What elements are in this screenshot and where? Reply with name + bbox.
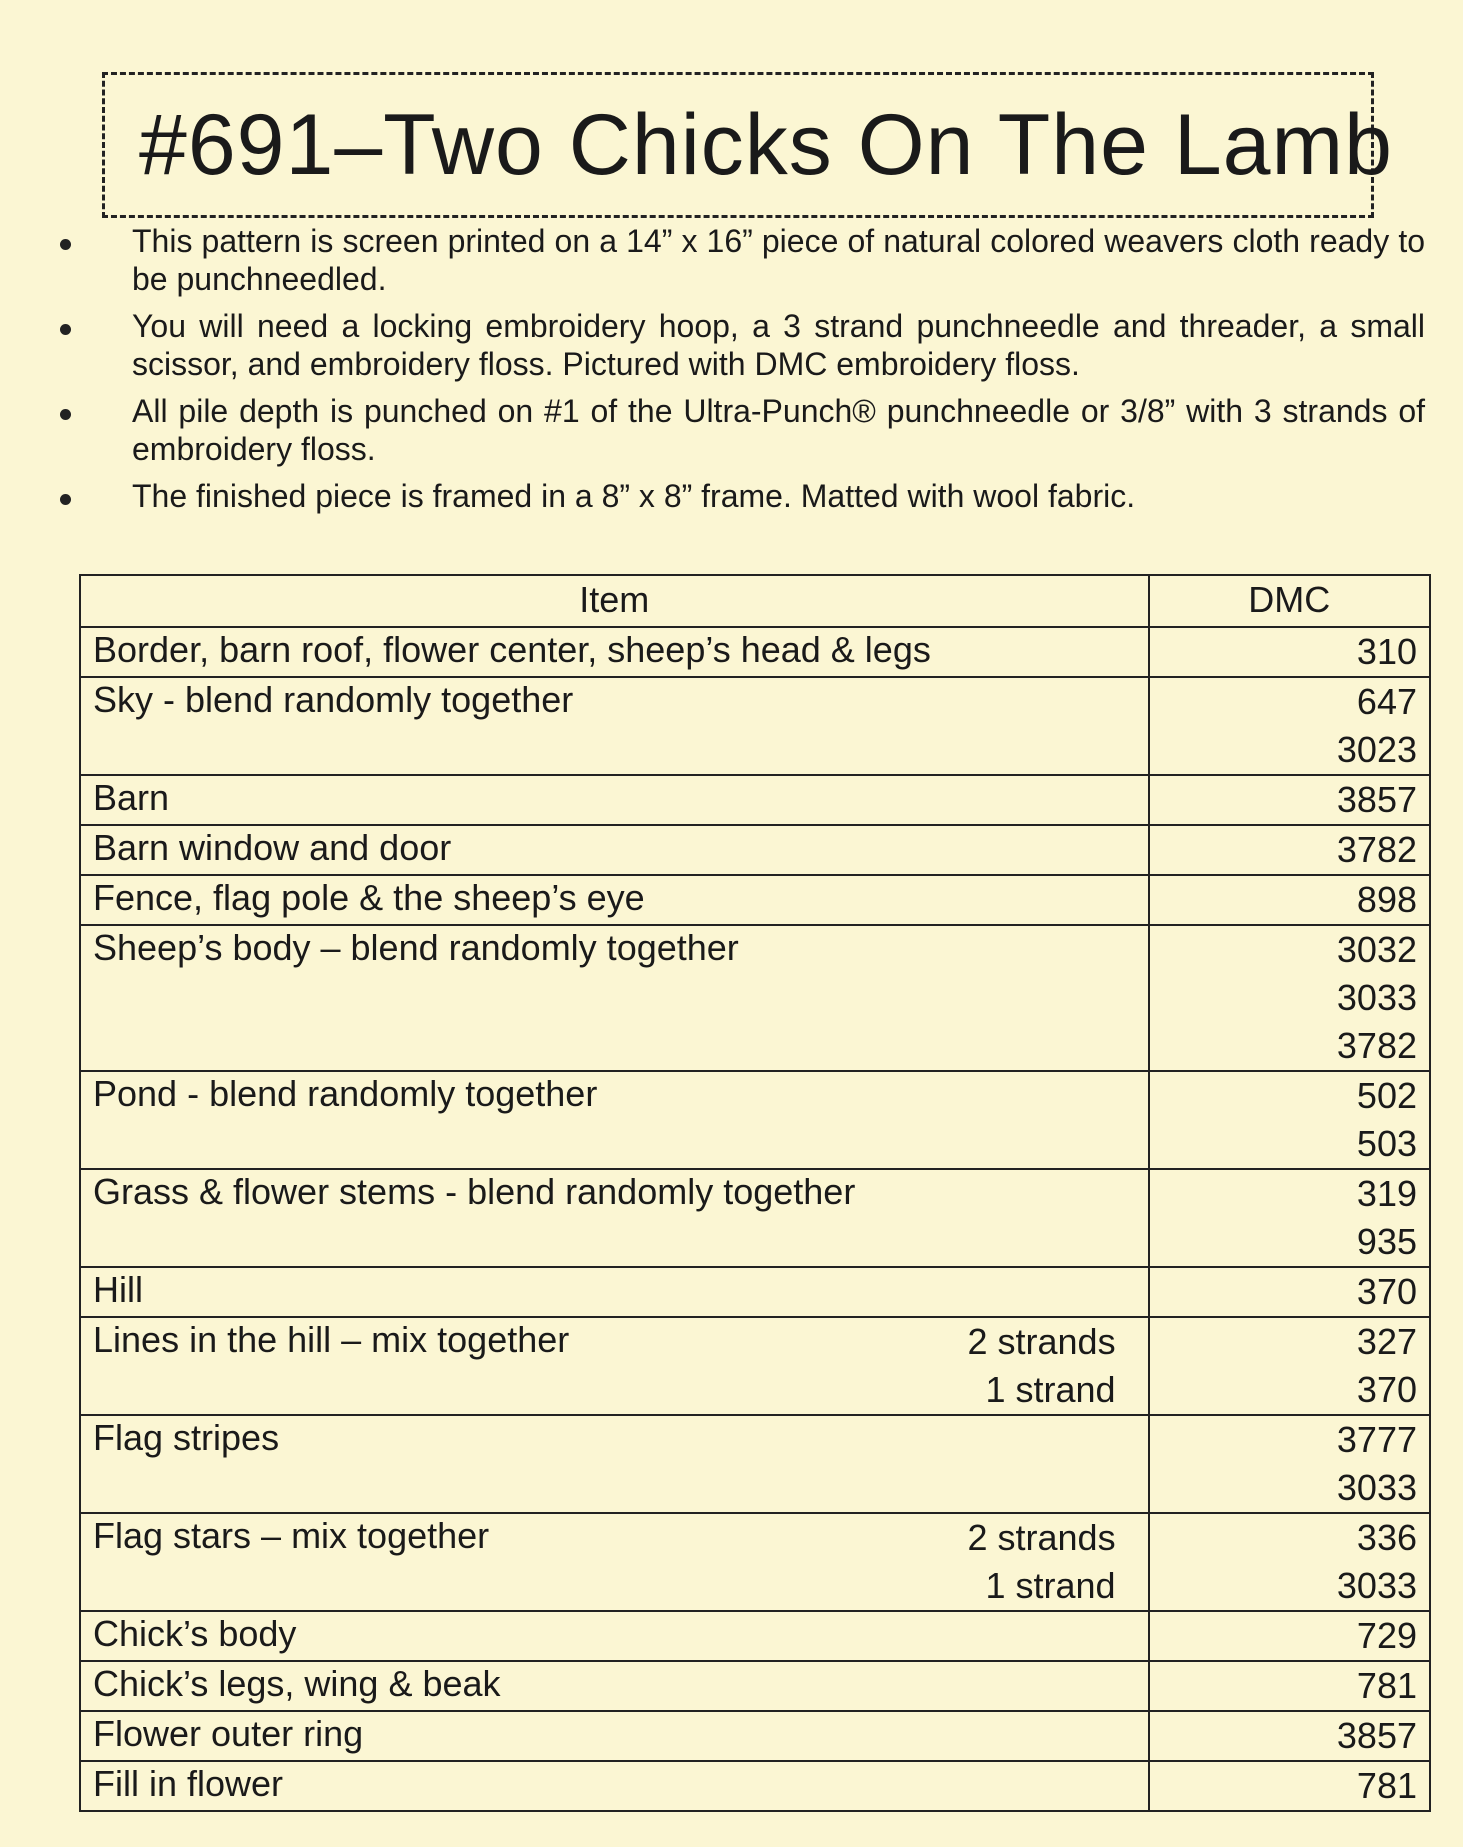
instruction-item <box>50 392 1425 468</box>
dmc-code: 729 <box>1356 1615 1417 1656</box>
dmc-cell <box>1149 775 1430 825</box>
table-row <box>80 1761 1430 1811</box>
item-cell <box>80 1711 1149 1761</box>
table-body <box>80 627 1430 1811</box>
table-row <box>80 875 1430 925</box>
dmc-code: 3777 <box>1336 1419 1417 1460</box>
dmc-code: 781 <box>1356 1765 1417 1806</box>
item-cell <box>80 1513 1149 1611</box>
dmc-code: 327 <box>1356 1321 1417 1362</box>
dmc-cell <box>1149 1513 1430 1611</box>
item-label: Flower outer ring <box>93 1713 364 1754</box>
table-row <box>80 1513 1430 1611</box>
item-cell <box>80 1317 1149 1415</box>
item-cell <box>80 1611 1149 1661</box>
bullet-icon <box>60 409 71 420</box>
dmc-cell <box>1149 1611 1430 1661</box>
item-label: Chick’s legs, wing & beak <box>93 1663 501 1704</box>
item-label: Grass & flower stems - blend randomly together <box>93 1171 856 1212</box>
item-cell <box>80 677 1149 775</box>
item-cell <box>80 1071 1149 1169</box>
dmc-cell <box>1149 875 1430 925</box>
item-label: Barn <box>93 777 170 818</box>
dmc-code: 336 <box>1356 1517 1417 1558</box>
dmc-code: 3023 <box>1336 729 1417 770</box>
item-label: Flag stars – mix together <box>93 1515 490 1556</box>
strand-count-list <box>968 1514 1136 1610</box>
bullet-icon <box>60 324 71 335</box>
dmc-code: 3857 <box>1336 1715 1417 1756</box>
strand-count: 1 strand <box>985 1565 1116 1606</box>
item-label: Fence, flag pole & the sheep’s eye <box>93 877 645 918</box>
dmc-cell <box>1149 925 1430 1071</box>
item-label: Border, barn roof, flower center, sheep’s head & legs <box>93 629 931 670</box>
item-label: Barn window and door <box>93 827 452 868</box>
dmc-code: 3782 <box>1336 829 1417 870</box>
dmc-code: 3033 <box>1336 1565 1417 1606</box>
dmc-code: 3033 <box>1336 1467 1417 1508</box>
dmc-cell <box>1149 1415 1430 1513</box>
bullet-icon <box>60 494 71 505</box>
instruction-text: The finished piece is framed in a 8” x 8” frame. Matted with wool fabric. <box>132 478 1136 514</box>
item-cell <box>80 925 1149 1071</box>
dmc-code: 3033 <box>1336 977 1417 1018</box>
column-header-dmc: DMC <box>1149 575 1430 627</box>
instruction-text: This pattern is screen printed on a 14” x 16” piece of natural colored weavers cloth ready to be punchneedled. <box>132 223 1425 297</box>
table-row <box>80 1611 1430 1661</box>
strand-count: 1 strand <box>985 1369 1116 1410</box>
item-label: Fill in flower <box>93 1763 284 1804</box>
dmc-code: 3857 <box>1336 779 1417 820</box>
dmc-cell <box>1149 825 1430 875</box>
item-label: Sheep’s body – blend randomly together <box>93 927 739 968</box>
item-cell <box>80 1267 1149 1317</box>
dmc-cell <box>1149 1661 1430 1711</box>
dmc-code: 3782 <box>1336 1025 1417 1066</box>
table-row <box>80 627 1430 677</box>
item-label: Sky - blend randomly together <box>93 679 574 720</box>
item-cell <box>80 875 1149 925</box>
item-cell <box>80 825 1149 875</box>
item-cell <box>80 1415 1149 1513</box>
strand-count-list <box>968 1318 1136 1414</box>
dmc-code: 781 <box>1356 1665 1417 1706</box>
table-row <box>80 677 1430 775</box>
dmc-cell <box>1149 1169 1430 1267</box>
dmc-cell <box>1149 627 1430 677</box>
item-cell <box>80 775 1149 825</box>
item-label: Hill <box>93 1269 143 1310</box>
table-row <box>80 925 1430 1071</box>
dmc-code: 898 <box>1356 879 1417 920</box>
item-label: Chick’s body <box>93 1613 297 1654</box>
dmc-cell <box>1149 1711 1430 1761</box>
dmc-cell <box>1149 1761 1430 1811</box>
instructions-list <box>50 222 1425 524</box>
instruction-item <box>50 477 1425 515</box>
dmc-code: 503 <box>1356 1123 1417 1164</box>
table-row <box>80 1267 1430 1317</box>
dmc-cell <box>1149 677 1430 775</box>
page-title: #691–Two Chicks On The Lamb <box>139 96 1393 193</box>
dmc-code: 370 <box>1356 1369 1417 1410</box>
materials-table <box>79 574 1431 1812</box>
instruction-item <box>50 307 1425 383</box>
strand-count: 2 strands <box>967 1321 1116 1362</box>
dmc-cell <box>1149 1317 1430 1415</box>
table-row <box>80 1169 1430 1267</box>
instruction-item <box>50 222 1425 298</box>
table-row <box>80 1317 1430 1415</box>
instruction-text: You will need a locking embroidery hoop, a 3 strand punchneedle and threader, a small scissor, and embroidery floss. Pictured with DMC embroidery floss. <box>132 308 1425 382</box>
dmc-code: 502 <box>1356 1075 1417 1116</box>
title-box <box>102 72 1393 218</box>
item-cell <box>80 627 1149 677</box>
dmc-code: 3032 <box>1336 929 1417 970</box>
item-label: Pond - blend randomly together <box>93 1073 598 1114</box>
dmc-code: 647 <box>1356 681 1417 722</box>
item-cell <box>80 1761 1149 1811</box>
item-label: Lines in the hill – mix together <box>93 1319 570 1360</box>
dmc-cell <box>1149 1267 1430 1317</box>
table-row <box>80 1661 1430 1711</box>
table-row <box>80 1415 1430 1513</box>
bullet-icon <box>60 239 71 250</box>
item-cell <box>80 1169 1149 1267</box>
dmc-code: 310 <box>1356 631 1417 672</box>
table-row <box>80 775 1430 825</box>
dmc-code: 935 <box>1356 1221 1417 1262</box>
strand-count: 2 strands <box>967 1517 1116 1558</box>
item-cell <box>80 1661 1149 1711</box>
column-header-item: Item <box>80 575 1149 627</box>
instruction-text: All pile depth is punched on #1 of the Ultra-Punch® punchneedle or 3/8” with 3 strands of embroidery floss. <box>132 393 1425 467</box>
item-label: Flag stripes <box>93 1417 280 1458</box>
table-row <box>80 1711 1430 1761</box>
dmc-code: 319 <box>1356 1173 1417 1214</box>
table-header-row <box>80 575 1430 627</box>
table-row <box>80 825 1430 875</box>
dmc-code: 370 <box>1356 1271 1417 1312</box>
table-row <box>80 1071 1430 1169</box>
dmc-cell <box>1149 1071 1430 1169</box>
